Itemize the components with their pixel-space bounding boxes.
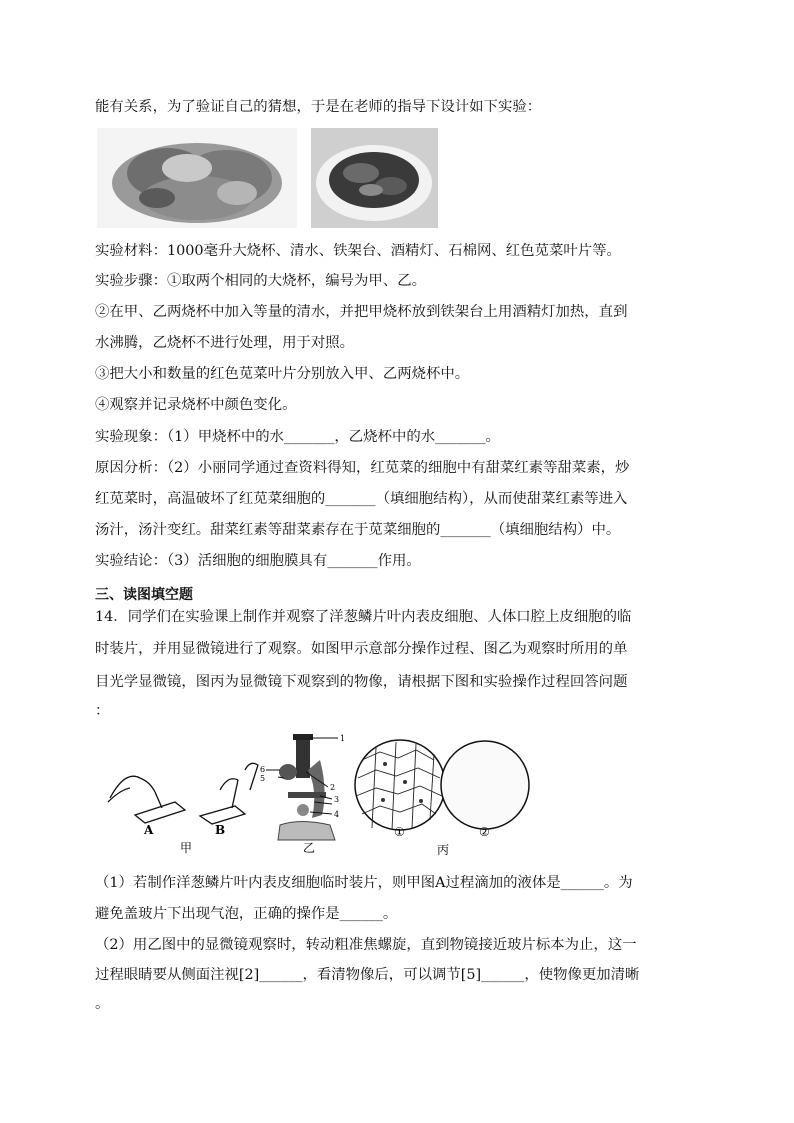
steps-line-1: 实验步骤：①取两个相同的大烧杯，编号为甲、乙。 <box>95 273 426 289</box>
caption-jia: 甲 <box>180 841 193 855</box>
steps-line-3: ③把大小和数量的红色苋菜叶片分别放入甲、乙两烧杯中。 <box>95 366 470 382</box>
conclusion-line: 实验结论：（3）活细胞的细胞膜具有_______作用。 <box>95 553 421 569</box>
slide-step-a-diagram <box>108 776 185 823</box>
analysis-line-3: 汤汁，汤汁变红。甜菜红素等甜菜素存在于苋菜细胞的_______（填细胞结构）中。 <box>95 522 621 538</box>
microscope-diagram <box>266 734 338 840</box>
q14-figure <box>100 730 530 858</box>
step-a-label: A <box>144 823 154 837</box>
section-title: 三、读图填空题 <box>95 587 193 603</box>
steps-line-2b: 水沸腾，乙烧杯不进行处理，用于对照。 <box>95 335 355 351</box>
q14-line-3: 目光学显微镜，图丙为显微镜下观察到的物像，请根据下图和实验操作过程回答问题 <box>95 674 628 690</box>
q14-sub1-line-b: 避免盖玻片下出现气泡，正确的操作是______。 <box>95 906 398 922</box>
part-label-5: 5 <box>260 774 266 783</box>
q14-sub2-line-b: 过程眼睛要从侧面注视[2]______，看清物像后，可以调节[5]______，使物像更加清晰 <box>95 967 640 983</box>
q14-line-2: 时装片，并用显微镜进行了观察。如图甲示意部分操作过程、图乙为观察时所用的单 <box>95 641 628 657</box>
step-b-label: B <box>215 823 226 837</box>
q14-sub2-line-c: 。 <box>95 996 110 1012</box>
part-label-1: 1 <box>340 734 346 743</box>
onion-cells-view <box>355 740 445 830</box>
intro-line: 能有关系，为了验证自己的猜想，于是在老师的指导下设计如下实验： <box>95 99 542 115</box>
part-label-4: 4 <box>334 810 340 819</box>
part-label-3: 3 <box>334 795 340 804</box>
materials-line: 实验材料：1000毫升大烧杯、清水、铁架台、酒精灯、石棉网、红色苋菜叶片等。 <box>95 243 621 259</box>
part-label-2: 2 <box>330 783 336 792</box>
steps-line-2a: ②在甲、乙两烧杯中加入等量的清水，并把甲烧杯放到铁架台上用酒精灯加热，直到 <box>95 304 628 320</box>
analysis-line-1: 原因分析：（2）小丽同学通过查资料得知，红苋菜的细胞中有甜菜红素等甜菜素，炒 <box>95 460 630 476</box>
steps-line-4: ④观察并记录烧杯中颜色变化。 <box>95 397 297 413</box>
cooked-amaranth-photo <box>311 128 438 228</box>
q14-sub2-line-a: （2）用乙图中的显微镜观察时，转动粗准焦螺旋，直到物镜接近玻片标本为止，这一 <box>95 937 637 953</box>
view-label-2: ② <box>479 825 490 839</box>
q14-line-4: ： <box>95 703 110 719</box>
raw-amaranth-photo <box>97 128 297 228</box>
part-label-6: 6 <box>260 765 266 774</box>
caption-bing: 丙 <box>437 843 450 857</box>
blank-field-view <box>441 741 529 829</box>
q14-sub1-line-a: （1）若制作洋葱鳞片叶内表皮细胞临时装片，则甲图A过程滴加的液体是______。为 <box>95 875 633 891</box>
analysis-line-2: 红苋菜时，高温破坏了红苋菜细胞的_______（填细胞结构），从而使甜菜红素等进入 <box>95 491 628 507</box>
slide-step-b-diagram <box>200 763 258 824</box>
q14-line-1: 14．同学们在实验课上制作并观察了洋葱鳞片叶内表皮细胞、人体口腔上皮细胞的临 <box>95 609 632 625</box>
caption-yi: 乙 <box>303 841 316 855</box>
phenomenon-line: 实验现象：（1）甲烧杯中的水_______，乙烧杯中的水_______。 <box>95 429 500 445</box>
view-label-1: ① <box>394 825 405 839</box>
